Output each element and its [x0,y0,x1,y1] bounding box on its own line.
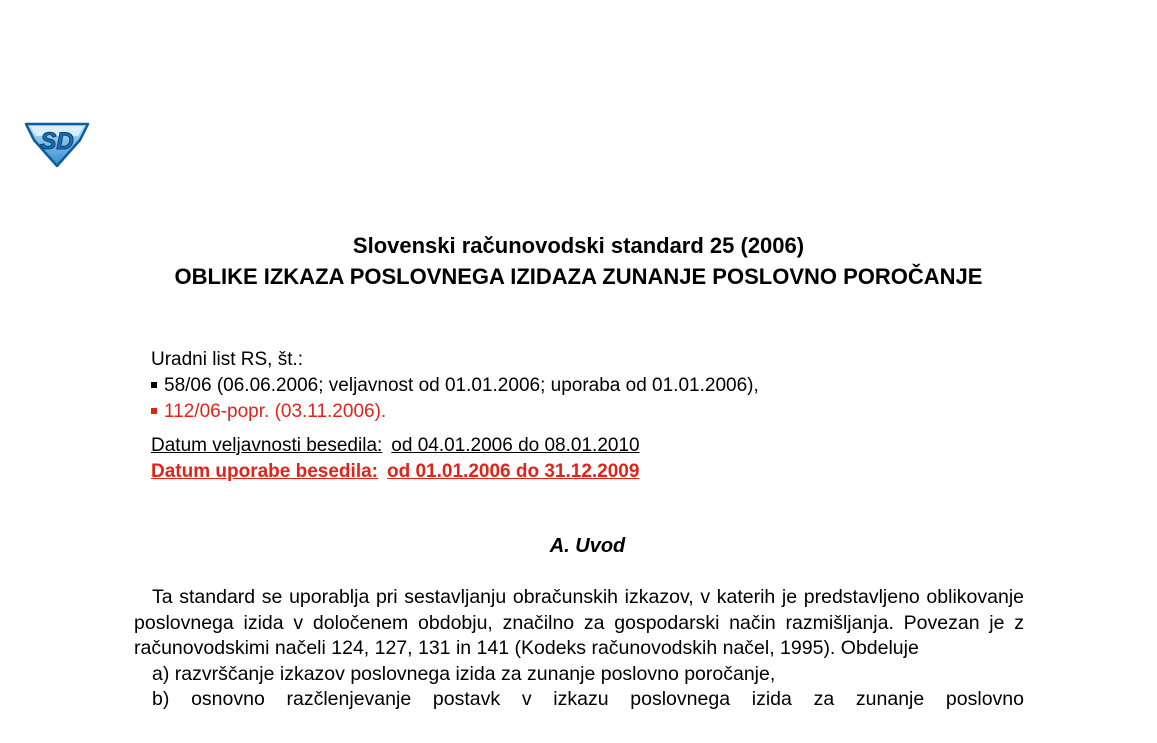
bullet-icon [151,382,157,388]
title-line-2: OBLIKE IZKAZA POSLOVNEGA IZIDAZA ZUNANJE POSLOVNO POROČANJE [174,264,983,289]
sd-logo-icon [22,116,92,170]
list-item: b) osnovno razčlenjevanje postavk v izkazu poslovnega izida za zunanje poslovno [152,688,1024,710]
validity-label: Datum veljavnosti besedila: [151,435,383,456]
section-body [134,585,1024,713]
usage-value: od 01.01.2006 do 31.12.2009 [387,461,640,482]
gazette-item-text: 58/06 (06.06.2006; veljavnost od 01.01.2006; uporaba od 01.01.2006), [164,375,759,396]
gazette-item-text: 112/06-popr. (03.11.2006). [164,401,387,422]
usage-date [151,459,759,485]
body-paragraph: Ta standard se uporablja pri sestavljanju obračunskih izkazov, v katerih je predstavljeno oblikovanje poslovnega izida v določenem obdobju, značilno za gospodarski način razmišljanja. Povezan je z računovodskimi načeli 124, 127, 131 in 141 (Kodeks računovodskih načel, 1995). Obdeluje [134,586,1024,659]
gazette-info [151,347,759,485]
gazette-item [151,373,759,399]
list-item: a) razvrščanje izkazov poslovnega izida za zunanje poslovno poročanje, [152,662,776,685]
validity-value: od 04.01.2006 do 08.01.2010 [391,435,640,456]
title-line-1: Slovenski računovodski standard 25 (2006) [352,233,805,258]
gazette-label: Uradni list RS, št.: [151,349,304,370]
validity-date [151,433,759,459]
document-title [0,230,1157,292]
gazette-item [151,399,759,425]
bullet-icon [151,408,157,414]
usage-label: Datum uporabe besedila: [151,461,378,482]
svg-text:SD: SD [40,128,74,155]
section-heading: A. Uvod [549,535,626,557]
